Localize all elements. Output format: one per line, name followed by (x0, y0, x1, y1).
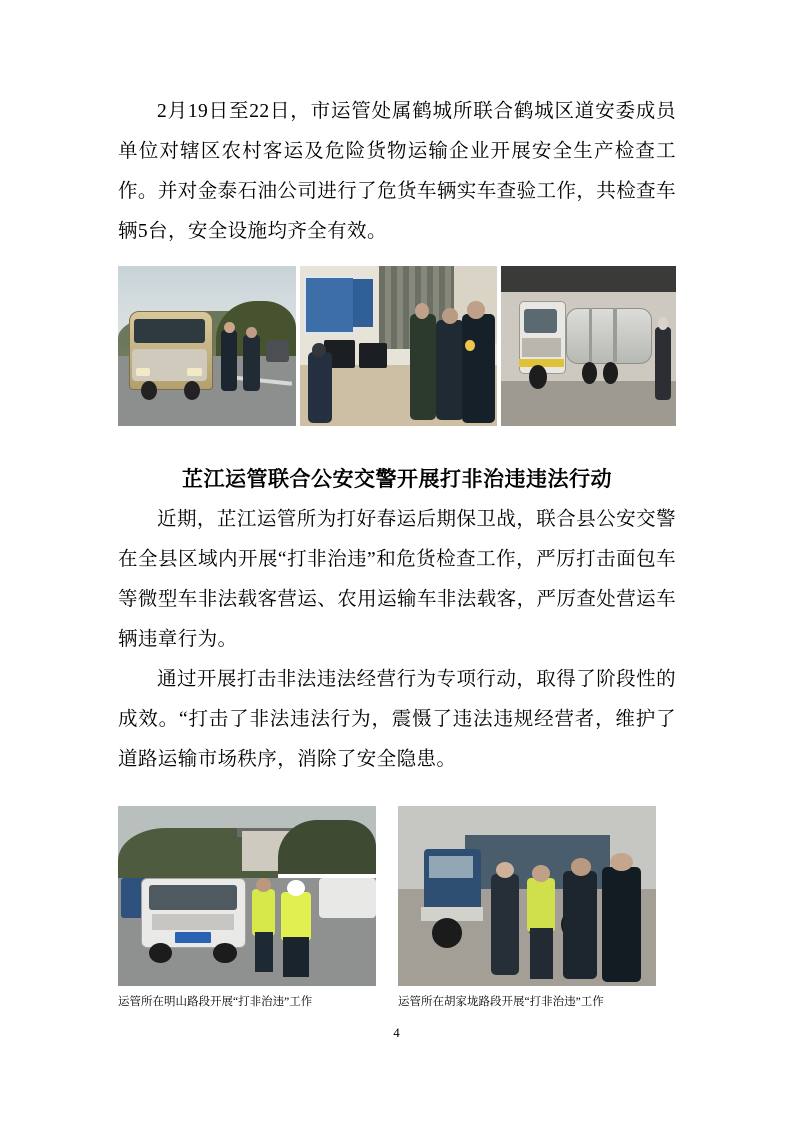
photo-layer (610, 853, 633, 871)
section-title: 芷江运管联合公安交警开展打非治违违法行动 (182, 468, 612, 491)
photo-row-top (118, 266, 676, 426)
photo-layer (522, 338, 561, 357)
paragraph-3: 通过开展打击非法违法经营行为专项行动，取得了阶段性的成效。“打击了非法违法行为，震慑了违法违规经营者，维护了道路运输市场秩序，消除了安全隐患。 (118, 669, 676, 770)
photo-caption: 运管所在胡家垅路段开展“打非治违”工作 (398, 996, 604, 1008)
photo-layer (527, 878, 555, 932)
photo-layer (187, 368, 201, 376)
photo-layer (255, 932, 273, 972)
photo-layer (429, 856, 473, 878)
photo-layer (524, 309, 557, 333)
photo-layer (319, 878, 376, 918)
photo-layer (602, 867, 641, 982)
photo-layer (530, 928, 553, 978)
photo-layer (287, 880, 305, 896)
photo-layer (563, 871, 597, 979)
photo-layer (221, 330, 237, 391)
photo-layer (266, 340, 289, 362)
photo-layer (410, 314, 436, 420)
photo-bus-inspection (118, 266, 296, 426)
page-content (118, 92, 676, 1010)
photo-layer (442, 308, 458, 324)
photo-layer (436, 320, 464, 419)
photo-layer (175, 932, 211, 943)
photo-layer (134, 319, 205, 343)
photo-layer (496, 862, 514, 878)
photo-layer (224, 322, 235, 333)
photo-layer (491, 874, 519, 975)
photo-layer (529, 365, 547, 389)
photo-layer (655, 327, 671, 401)
photo-layer (566, 308, 652, 364)
photo-layer (213, 943, 236, 963)
photo-layer (243, 335, 261, 391)
spacer (118, 252, 676, 266)
photo-caption-row (118, 994, 676, 1010)
photo-layer (462, 314, 495, 423)
photo-layer (149, 943, 172, 963)
photo-layer (152, 914, 235, 930)
photo-layer (252, 889, 275, 936)
page-number: 4 (393, 1025, 400, 1040)
photo-layer (415, 303, 429, 319)
photo-layer (467, 301, 485, 319)
photo-layer (246, 327, 257, 338)
photo-layer (304, 276, 355, 334)
photo-layer (359, 343, 387, 369)
photo-caption: 运管所在明山路段开展“打非治违”工作 (118, 996, 313, 1008)
photo-layer (613, 308, 617, 362)
photo-layer (308, 352, 332, 422)
photo-layer (278, 820, 376, 874)
photo-layer (312, 343, 326, 357)
photo-layer (281, 892, 312, 941)
spacer (118, 426, 676, 460)
photo-row-bottom (118, 806, 676, 986)
photo-office-meeting (300, 266, 497, 426)
photo-layer (136, 368, 150, 376)
photo-layer (501, 266, 676, 292)
photo-layer (149, 885, 237, 910)
paragraph-2: 近期，芷江运管所为打好春运后期保卫战，联合县公安交警在全县区域内开展“打非治违”和危货检查工作，严厉打击面包车等微型车非法载客营运、农用运输车非法载客，严厉查处营运车辆违章行为。 (118, 509, 676, 650)
photo-layer (589, 308, 593, 362)
photo-layer (658, 317, 669, 330)
photo-layer (501, 381, 676, 426)
photo-layer (132, 349, 207, 381)
paragraph-1: 2月19日至22日，市运管处属鹤城所联合鹤城区道安委成员单位对辖区农村客运及危险货物运输企业开展安全生产检查工作。并对金泰石油公司进行了危货车辆实车查验工作，共检查车辆5台，安全设施均齐全有效。 (118, 101, 676, 242)
photo-layer (532, 865, 550, 881)
photo-dumptruck-checkpoint (398, 806, 656, 986)
photo-minivan-checkpoint (118, 806, 376, 986)
photo-tanker-truck (501, 266, 676, 426)
spacer (118, 780, 676, 806)
photo-layer (353, 279, 373, 327)
photo-layer (283, 937, 309, 977)
